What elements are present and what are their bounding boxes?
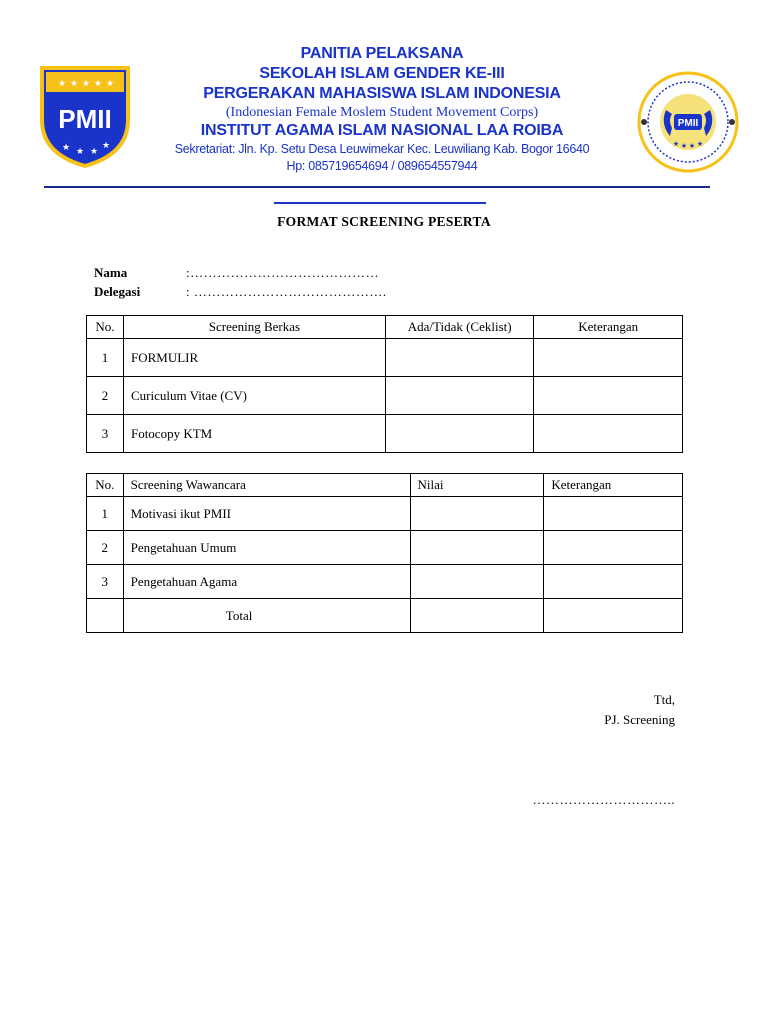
- svg-text:★: ★: [75, 147, 85, 157]
- row-number: 1: [87, 497, 124, 531]
- header-nilai: Nilai: [410, 474, 544, 497]
- header-no: No.: [87, 474, 124, 497]
- header-ada-tidak: Ada/Tidak (Ceklist): [385, 316, 534, 339]
- event-title: SEKOLAH ISLAM GENDER KE-III: [259, 65, 505, 82]
- organization-english-name: (Indonesian Female Moslem Student Movement Corps): [225, 105, 539, 120]
- svg-text:★: ★: [105, 79, 115, 89]
- keterangan-cell: [544, 497, 683, 531]
- total-nilai-cell: [410, 599, 544, 633]
- checklist-cell: [385, 415, 534, 453]
- row-item: FORMULIR: [123, 339, 385, 377]
- secretariat-address: Sekretariat: Jln. Kp. Setu Desa Leuwimekar Kec. Leuwiliang Kab. Bogor 16640: [174, 142, 590, 156]
- institute-name: INSTITUT AGAMA ISLAM NASIONAL LAA ROIBA: [200, 122, 564, 139]
- nama-label: Nama: [94, 265, 128, 280]
- letterhead: [140, 44, 624, 175]
- row-item: Motivasi ikut PMII: [123, 497, 410, 531]
- keterangan-cell: [544, 565, 683, 599]
- total-row: [87, 599, 683, 633]
- screening-wawancara-table: [86, 473, 683, 633]
- total-label: Total: [123, 599, 410, 633]
- contact-phone: Hp: 085719654694 / 089654557944: [286, 159, 478, 173]
- keterangan-cell: [534, 415, 683, 453]
- letterhead-divider: [44, 186, 710, 188]
- table-row: [87, 339, 683, 377]
- nilai-cell: [410, 565, 544, 599]
- pmii-shield-logo: [36, 62, 134, 170]
- svg-text:PMII: PMII: [58, 104, 112, 134]
- delegasi-row: [94, 282, 387, 301]
- svg-text:★: ★: [672, 140, 680, 148]
- table-row: [87, 565, 683, 599]
- organization-name: PERGERAKAN MAHASISWA ISLAM INDONESIA: [203, 85, 561, 102]
- row-item: Pengetahuan Agama: [123, 565, 410, 599]
- document-title: FORMAT SCREENING PESERTA: [277, 214, 491, 229]
- keterangan-cell: [534, 339, 683, 377]
- table-row: [87, 531, 683, 565]
- row-item: Fotocopy KTM: [123, 415, 385, 453]
- title-divider: [274, 202, 486, 204]
- svg-text:★: ★: [688, 142, 696, 150]
- table-header-row: [87, 474, 683, 497]
- header-keterangan: Keterangan: [544, 474, 683, 497]
- signer-role: PJ. Screening: [604, 712, 675, 727]
- svg-text:★: ★: [61, 143, 71, 153]
- nama-row: [94, 263, 387, 282]
- row-number: 2: [87, 531, 124, 565]
- table-row: [87, 415, 683, 453]
- delegasi-field: : …………………………………….: [186, 284, 387, 299]
- svg-text:★: ★: [93, 79, 103, 89]
- header-screening-berkas: Screening Berkas: [123, 316, 385, 339]
- table-row: [87, 497, 683, 531]
- keterangan-cell: [544, 531, 683, 565]
- svg-text:★: ★: [57, 79, 67, 89]
- svg-text:★: ★: [696, 140, 704, 148]
- signature-block: [604, 690, 675, 730]
- nilai-cell: [410, 531, 544, 565]
- svg-text:★: ★: [69, 79, 79, 89]
- row-item: Curiculum Vitae (CV): [123, 377, 385, 415]
- nama-field: :……………………………………: [186, 265, 380, 280]
- total-keterangan-cell: [544, 599, 683, 633]
- ttd-label: Ttd,: [653, 692, 675, 707]
- committee-title: PANITIA PELAKSANA: [300, 45, 464, 62]
- nilai-cell: [410, 497, 544, 531]
- screening-berkas-table: [86, 315, 683, 453]
- table-row: [87, 377, 683, 415]
- header-screening-wawancara: Screening Wawancara: [123, 474, 410, 497]
- row-number: 1: [87, 339, 124, 377]
- row-number: 2: [87, 377, 124, 415]
- svg-text:★: ★: [89, 147, 99, 157]
- header-no: No.: [87, 316, 124, 339]
- keterangan-cell: [534, 377, 683, 415]
- row-number: 3: [87, 565, 124, 599]
- participant-identity: [94, 263, 387, 301]
- row-number: 3: [87, 415, 124, 453]
- delegasi-label: Delegasi: [94, 284, 141, 299]
- header-keterangan: Keterangan: [534, 316, 683, 339]
- signature-line: …………………………..: [532, 792, 675, 807]
- svg-text:★: ★: [81, 79, 91, 89]
- checklist-cell: [385, 339, 534, 377]
- checklist-cell: [385, 377, 534, 415]
- table-header-row: [87, 316, 683, 339]
- svg-text:★: ★: [101, 141, 111, 151]
- total-no-cell: [87, 599, 124, 633]
- row-item: Pengetahuan Umum: [123, 531, 410, 565]
- svg-text:PMII: PMII: [677, 118, 699, 129]
- pmii-emblem-logo: [636, 70, 740, 174]
- svg-text:★: ★: [680, 142, 688, 150]
